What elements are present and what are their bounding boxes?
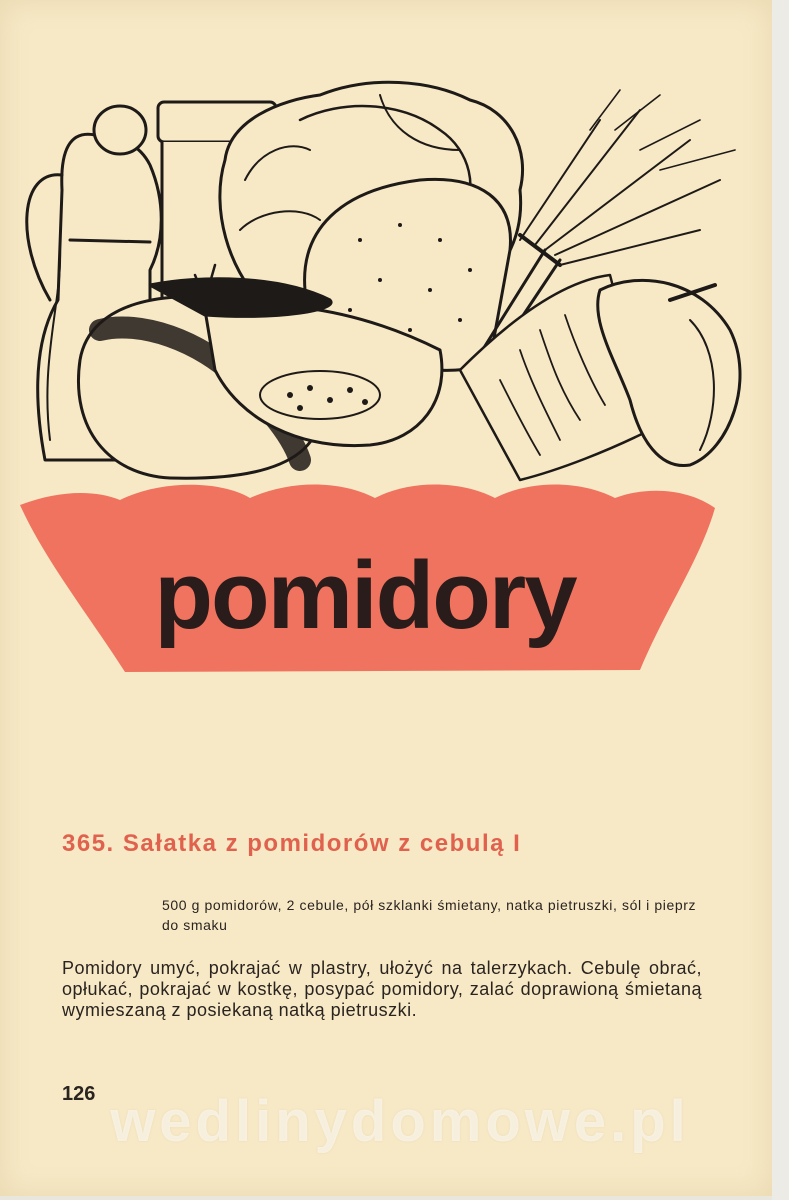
ingredients-list: 500 g pomidorów, 2 cebule, pół szklanki śmietany, natka pietruszki, sól i pieprz do smaku — [162, 897, 697, 933]
scan-border — [772, 0, 789, 1200]
page-number: 126 — [62, 1083, 96, 1105]
recipe-heading: 365. Sałatka z pomidorów z cebulą I — [62, 830, 522, 857]
page-title: pomidory — [154, 542, 576, 649]
recipe-instructions: Pomidory umyć, pokrajać w plastry, ułożyć na talerzykach. Cebulę obrać, opłukać, pokrajać w kostkę, posypać pomidory, zalać doprawioną śmietaną wymieszaną z posiekaną natką pietruszki. — [62, 958, 702, 1020]
watermark: wedlinydomowe.pl — [110, 1089, 690, 1154]
